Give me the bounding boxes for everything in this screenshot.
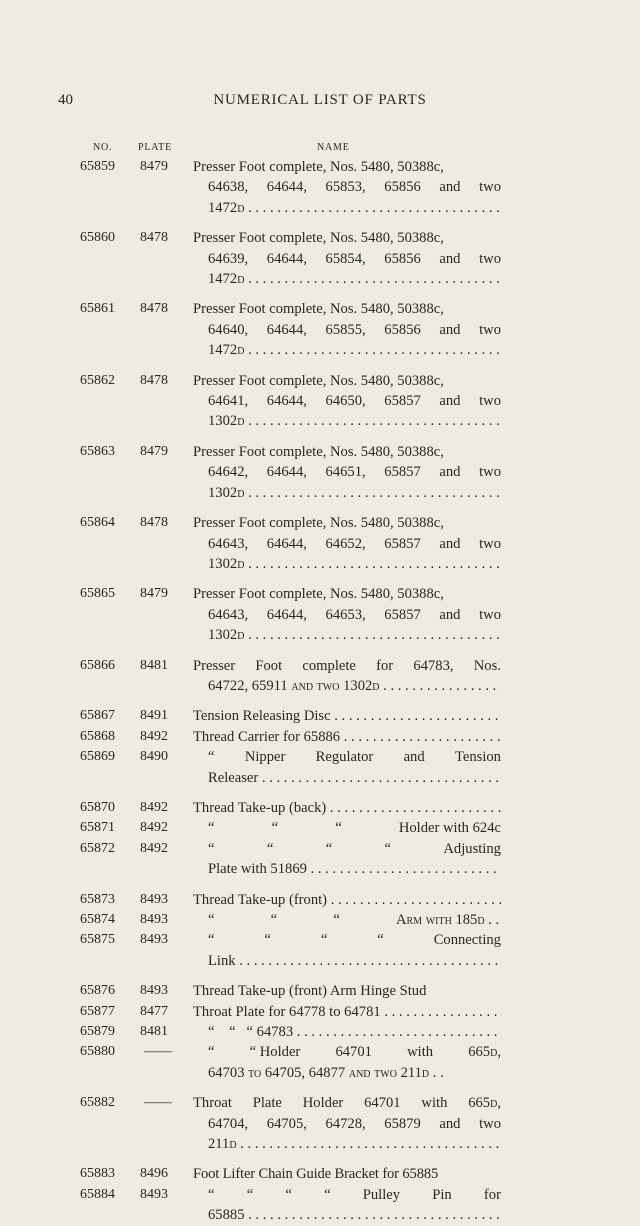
part-number: 65868 xyxy=(80,728,115,744)
plate-number: 8481 xyxy=(140,657,168,673)
part-name: “ “ “ “ Connecting Link . . . xyxy=(193,930,501,971)
plate-number: 8478 xyxy=(140,372,168,388)
plate-number: 8491 xyxy=(140,708,168,724)
part-number: 65864 xyxy=(80,515,115,531)
plate-number: 8478 xyxy=(140,301,168,317)
plate-number: 8479 xyxy=(140,159,168,174)
part-number: 65871 xyxy=(80,820,115,836)
plate-number: 8492 xyxy=(140,728,168,744)
part-name: Presser Foot complete, Nos. 5480, 50388c, 64643, 64644, 64652, 65857 and two 1302d . . . xyxy=(193,513,501,574)
plate-number: 8493 xyxy=(140,1186,168,1202)
plate-number: 8493 xyxy=(140,891,168,907)
part-number: 65877 xyxy=(80,1003,115,1019)
plate-number: 8493 xyxy=(140,932,168,948)
list-item xyxy=(0,157,640,218)
plate-number: 8490 xyxy=(140,749,168,765)
part-number: 65860 xyxy=(80,230,115,246)
part-name: Presser Foot complete, Nos. 5480, 50388c, 64641, 64644, 64650, 65857 and two 1302d . . . xyxy=(193,371,501,432)
part-name: “ “ “ “ Adjusting Plate with 51869 . . . xyxy=(193,839,501,880)
part-name: Presser Foot complete, Nos. 5480, 50388c, 64639, 64644, 65854, 65856 and two 1472d . . . xyxy=(193,228,501,289)
plate-number: 8492 xyxy=(140,820,168,836)
list-item xyxy=(0,299,640,360)
list-item xyxy=(0,584,640,645)
part-name: Thread Take-up (front) Arm Hinge Stud xyxy=(193,983,427,1000)
part-number: 65873 xyxy=(80,891,115,907)
part-number: 65880 xyxy=(80,1044,115,1060)
plate-number: 8493 xyxy=(140,912,168,927)
list-item xyxy=(0,1093,640,1154)
plate-number: 8496 xyxy=(140,1166,168,1182)
list-item xyxy=(0,727,640,747)
plate-number: —— xyxy=(144,1044,172,1060)
part-name: Presser Foot complete for 64783, Nos. 64722, 65911 and two 1302d . . . xyxy=(193,656,501,697)
part-name: “ “ “ 64783 . . . xyxy=(193,1022,501,1042)
part-number: 65875 xyxy=(80,932,115,948)
plate-number: 8493 xyxy=(140,983,168,999)
part-name: “ “ “ Arm with 185d . . . xyxy=(193,910,501,930)
part-number: 65872 xyxy=(80,840,115,856)
part-name: “ “ “ Holder with 624c xyxy=(208,820,501,837)
part-number: 65869 xyxy=(80,749,115,765)
part-number: 65865 xyxy=(80,586,115,602)
part-number: 65867 xyxy=(80,708,115,724)
list-item xyxy=(0,981,640,1001)
list-item xyxy=(0,371,640,432)
part-name: Tension Releasing Disc . . . xyxy=(193,706,501,726)
plate-number: 8478 xyxy=(140,230,168,246)
plate-number: 8492 xyxy=(140,799,168,815)
list-item xyxy=(0,706,640,726)
list-item xyxy=(0,513,640,574)
list-item xyxy=(0,1002,640,1022)
part-number: 65876 xyxy=(80,983,115,999)
plate-number: 8492 xyxy=(140,840,168,856)
part-name: Throat Plate for 64778 to 64781 . . . xyxy=(193,1002,501,1022)
plate-number: 8477 xyxy=(140,1003,168,1019)
part-number: 65866 xyxy=(80,657,115,673)
part-name: “ “ Holder 64701 with 665d, 64703 to 64705, 64877 and two 211d . . xyxy=(208,1044,501,1081)
part-name: Thread Carrier for 65886 . . . xyxy=(193,727,501,747)
list-item xyxy=(0,1185,640,1226)
part-number: 65883 xyxy=(80,1166,115,1182)
plate-number: 8478 xyxy=(140,515,168,531)
plate-number: —— xyxy=(144,1095,172,1111)
part-name: Presser Foot complete, Nos. 5480, 50388c, 64642, 64644, 64651, 65857 and two 1302d . . . xyxy=(193,442,501,503)
list-item xyxy=(0,1042,640,1083)
page-number: 40 xyxy=(58,92,73,108)
list-item xyxy=(0,798,640,818)
list-item xyxy=(0,890,640,910)
list-item xyxy=(0,818,640,838)
part-number: 65884 xyxy=(80,1186,115,1202)
part-name: Presser Foot complete, Nos. 5480, 50388c, 64643, 64644, 64653, 65857 and two 1302d . . . xyxy=(193,584,501,645)
list-item xyxy=(0,228,640,289)
list-item xyxy=(0,910,640,930)
plate-number: 8479 xyxy=(140,586,168,602)
part-number: 65862 xyxy=(80,372,115,388)
part-name: Throat Plate Holder 64701 with 665d, 64704, 64705, 64728, 65879 and two 211d . . . xyxy=(193,1093,501,1154)
part-number: 65879 xyxy=(80,1024,115,1040)
part-name: Thread Take-up (back) . . . xyxy=(193,798,501,818)
list-item xyxy=(0,442,640,503)
part-number: 65874 xyxy=(80,912,115,927)
list-item xyxy=(0,656,640,697)
part-name: Presser Foot complete, Nos. 5480, 50388c, 64638, 64644, 65853, 65856 and two 1472d . . . xyxy=(193,157,501,218)
parts-list xyxy=(0,157,640,1226)
column-header-plate: PLATE xyxy=(138,142,172,153)
part-name: Presser Foot complete, Nos. 5480, 50388c, 64640, 64644, 65855, 65856 and two 1472d . . . xyxy=(193,299,501,360)
running-head: NUMERICAL LIST OF PARTS xyxy=(213,92,427,108)
part-name: “ “ “ “ Pulley Pin for 65885 . . . xyxy=(193,1185,501,1226)
list-item xyxy=(0,747,640,788)
part-number: 65859 xyxy=(80,159,115,174)
part-number: 65861 xyxy=(80,301,115,317)
part-name: Thread Take-up (front) . . . xyxy=(193,890,501,910)
part-name: Foot Lifter Chain Guide Bracket for 65885 xyxy=(193,1166,439,1183)
part-number: 65882 xyxy=(80,1095,115,1111)
part-number: 65870 xyxy=(80,799,115,815)
part-number: 65863 xyxy=(80,443,115,459)
column-header-no: NO. xyxy=(93,142,113,153)
plate-number: 8481 xyxy=(140,1024,168,1040)
column-header-name: NAME xyxy=(317,142,350,153)
plate-number: 8479 xyxy=(140,443,168,459)
list-item xyxy=(0,1022,640,1042)
list-item xyxy=(0,1164,640,1184)
list-item xyxy=(0,930,640,971)
part-name: “ Nipper Regulator and Tension Releaser . . . xyxy=(193,747,501,788)
list-item xyxy=(0,839,640,880)
